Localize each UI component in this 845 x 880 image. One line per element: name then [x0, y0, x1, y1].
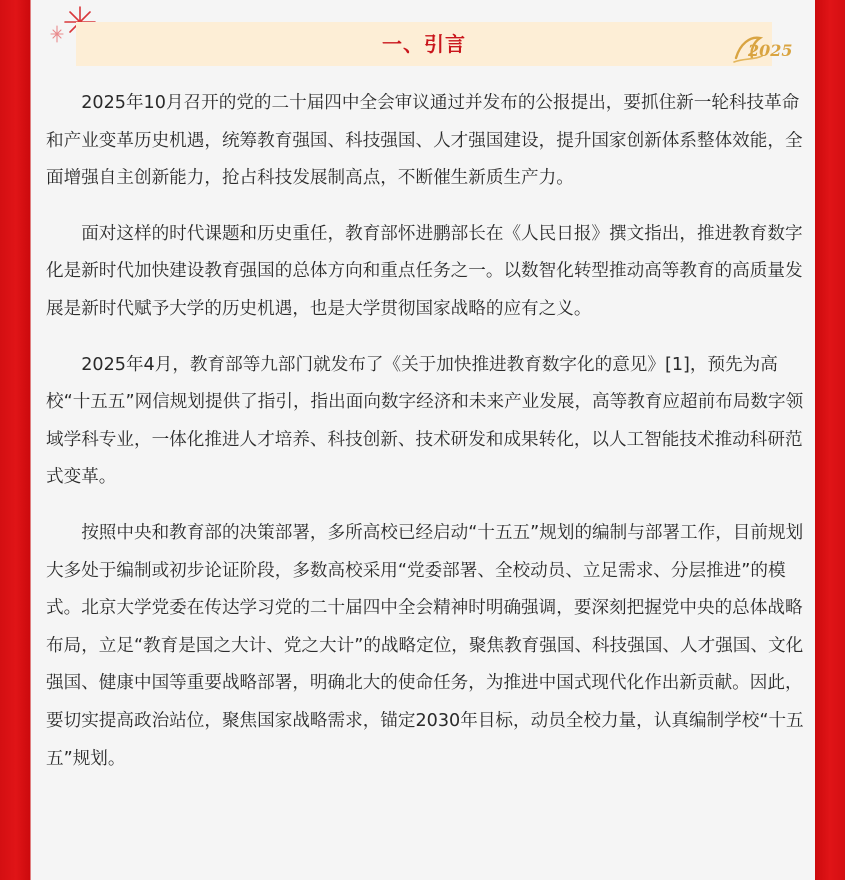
- article-body: [46, 85, 806, 796]
- section-title: 一、引言: [382, 32, 466, 56]
- paragraph-4: 按照中央和教育部的决策部署，多所高校已经启动“十五五”规划的编制与部署工作，目前规划大多处于编制或初步论证阶段，多数高校采用“党委部署、全校动员、立足需求、分层推进”的模式。北京大学党委在传达学习党的二十届四中全会精神时明确强调，要深刻把握党中央的总体战略布局，立足“教育是国之大计、党之大计”的战略定位，聚焦教育强国、科技强国、人才强国、文化强国、健康中国等重要战略部署，明确北大的使命任务，为推进中国式现代化作出新贡献。因此，要切实提高政治站位，聚焦国家战略需求，锚定2030年目标，动员全校力量，认真编制学校“十五五”规划。: [46, 522, 804, 769]
- paragraph-1: 2025年10月召开的党的二十届四中全会审议通过并发布的公报提出，要抓住新一轮科技革命和产业变革历史机遇，统筹教育强国、科技强国、人才强国建设，提升国家创新体系整体效能，全面增强自主创新能力，抢占科技发展制高点，不断催生新质生产力。: [46, 93, 803, 189]
- paragraph-3: 2025年4月，教育部等九部门就发布了《关于加快推进教育数字化的意见》[1]，预先为高校“十五五”网信规划提供了指引，指出面向数字经济和未来产业发展，高等教育应超前布局数字领域学科专业，一体化推进人才培养、科技创新、技术研发和成果转化，以人工智能技术推动科研范式变革。: [46, 354, 804, 488]
- 2025-logo: [728, 28, 800, 68]
- paragraph-2: 面对这样的时代课题和历史重任，教育部怀进鹏部长在《人民日报》撰文指出，推进教育数字化是新时代加快建设教育强国的总体方向和重点任务之一。以数智化转型推动高等教育的高质量发展是新时代赋予大学的历史机遇，也是大学贯彻国家战略的应有之义。: [46, 223, 803, 319]
- logo-text: 2025: [748, 41, 793, 60]
- section-title-bar: [76, 22, 772, 66]
